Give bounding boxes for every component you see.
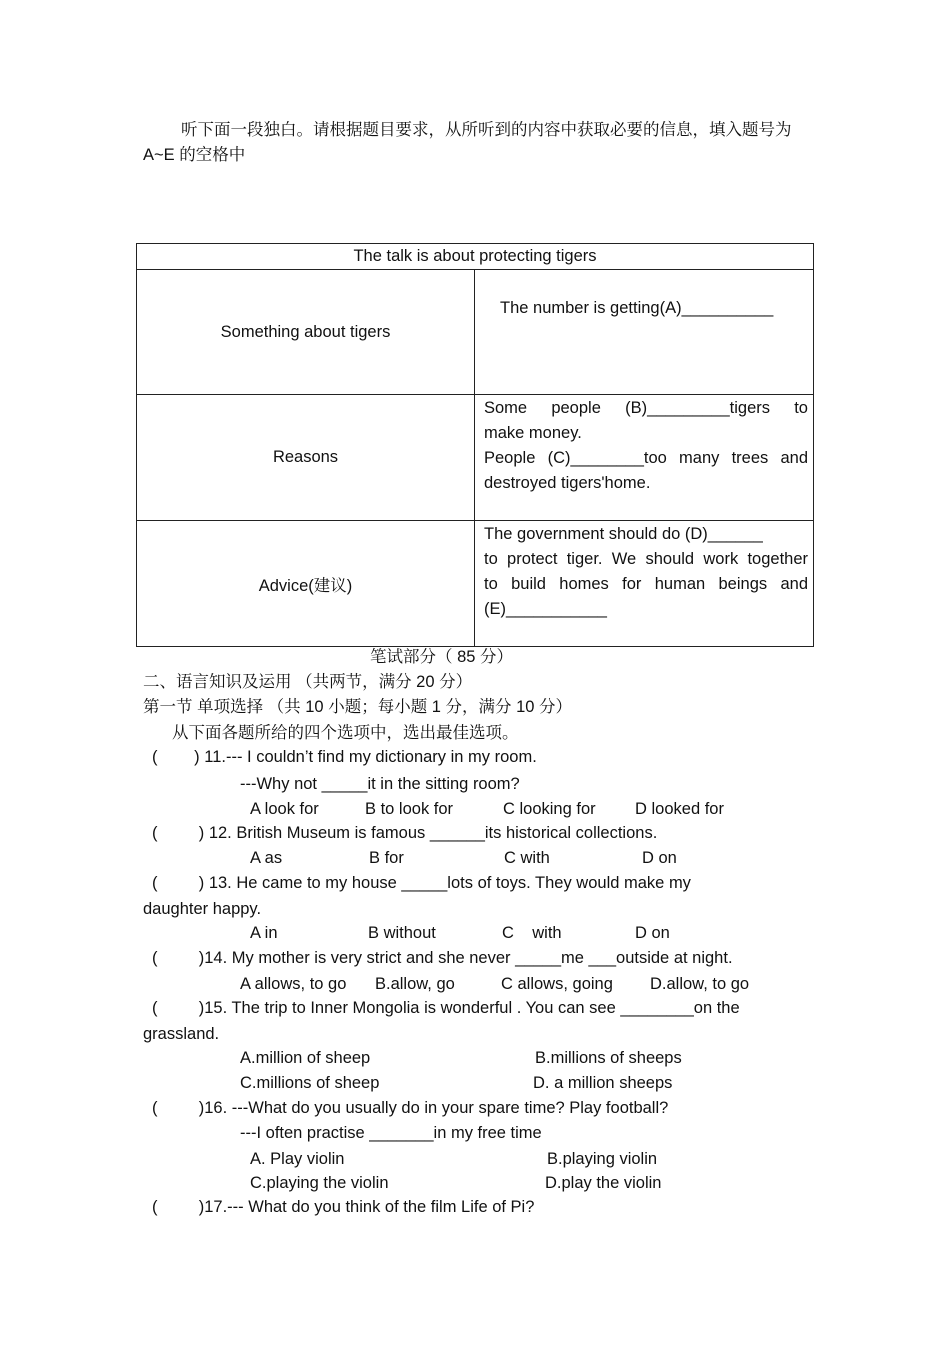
directions: 从下面各题所给的四个选项中，选出最佳选项。 — [172, 724, 519, 742]
row-label: Advice(建议) — [137, 521, 475, 647]
instructions-line1: 听下面一段独白。请根据题目要求，从所听到的内容中获取必要的信息，填入题号为 — [181, 121, 792, 139]
option-a: A as — [250, 849, 283, 867]
option-b: B.millions of sheeps — [535, 1049, 682, 1067]
option-d: D on — [635, 924, 670, 942]
option-b: B.playing violin — [547, 1150, 658, 1168]
option-b: B without — [368, 924, 436, 942]
option-c: C.playing the violin — [250, 1174, 389, 1192]
option-b: B to look for — [365, 800, 454, 818]
advice-text: to build homes for human beings and — [484, 575, 808, 593]
question-stem-line2: ---Why not _____it in the sitting room? — [240, 775, 520, 793]
blank-c-text: People (C)________too many trees and — [484, 449, 808, 467]
question-stem-line2: ---I often practise _______in my free time — [240, 1124, 542, 1142]
option-d: D.allow, to go — [650, 975, 750, 993]
option-a: A.million of sheep — [240, 1049, 371, 1067]
row-label: Something about tigers — [137, 270, 475, 395]
table-row — [137, 270, 814, 395]
question-stem-continued: grassland. — [143, 1025, 220, 1043]
question-stem: ( ) 13. He came to my house _____lots of toys. They would make my — [152, 874, 691, 892]
question-stem: ( )17.--- What do you think of the film Life of Pi? — [152, 1198, 535, 1216]
row-content — [475, 521, 814, 647]
option-c: C with — [504, 849, 550, 867]
option-a: A in — [250, 924, 278, 942]
blank-a-text: The number is getting(A)__________ — [500, 299, 774, 317]
reason-text: make money. — [484, 424, 582, 442]
table-row — [137, 395, 814, 521]
question-stem-continued: daughter happy. — [143, 900, 262, 918]
option-c: C.millions of sheep — [240, 1074, 380, 1092]
row-content — [475, 270, 814, 395]
option-a: A. Play violin — [250, 1150, 345, 1168]
option-d: D on — [642, 849, 677, 867]
table-row — [137, 521, 814, 647]
question-stem: ( ) 12. British Museum is famous ______its historical collections. — [152, 824, 658, 842]
instructions-line2: A~E 的空格中 — [143, 146, 246, 164]
written-part-heading: 笔试部分（ 85 分） — [370, 648, 514, 666]
option-d: D.play the violin — [545, 1174, 662, 1192]
advice-text: to protect tiger. We should work together — [484, 550, 808, 568]
listening-table — [136, 243, 814, 647]
question-stem: ( ) 11.--- I couldn’t find my dictionary in my room. — [152, 748, 537, 766]
option-c: C with — [502, 924, 562, 942]
option-d: D looked for — [635, 800, 724, 818]
option-c: C looking for — [503, 800, 596, 818]
table-title: The talk is about protecting tigers — [137, 244, 814, 270]
option-b: B.allow, go — [375, 975, 455, 993]
row-label: Reasons — [137, 395, 475, 521]
option-a: A allows, to go — [240, 975, 347, 993]
question-stem: ( )15. The trip to Inner Mongolia is wonderful . You can see ________on the — [152, 999, 740, 1017]
question-stem: ( )16. ---What do you usually do in your spare time? Play football? — [152, 1099, 669, 1117]
option-a: A look for — [250, 800, 319, 818]
part-two-heading: 二、语言知识及运用 （共两节，满分 20 分） — [143, 673, 473, 691]
question-stem: ( )14. My mother is very strict and she never _____me ___outside at night. — [152, 949, 733, 967]
blank-b-text: Some people (B)_________tigers to — [484, 399, 808, 417]
row-content — [475, 395, 814, 521]
option-b: B for — [369, 849, 404, 867]
option-d: D. a million sheeps — [533, 1074, 673, 1092]
reason-text: destroyed tigers'home. — [484, 474, 651, 492]
blank-d-text: The government should do (D)______ — [484, 525, 763, 543]
blank-e-text: (E)___________ — [484, 600, 607, 618]
section-one-heading: 第一节 单项选择 （共 10 小题；每小题 1 分，满分 10 分） — [143, 698, 573, 716]
option-c: C allows, going — [501, 975, 613, 993]
